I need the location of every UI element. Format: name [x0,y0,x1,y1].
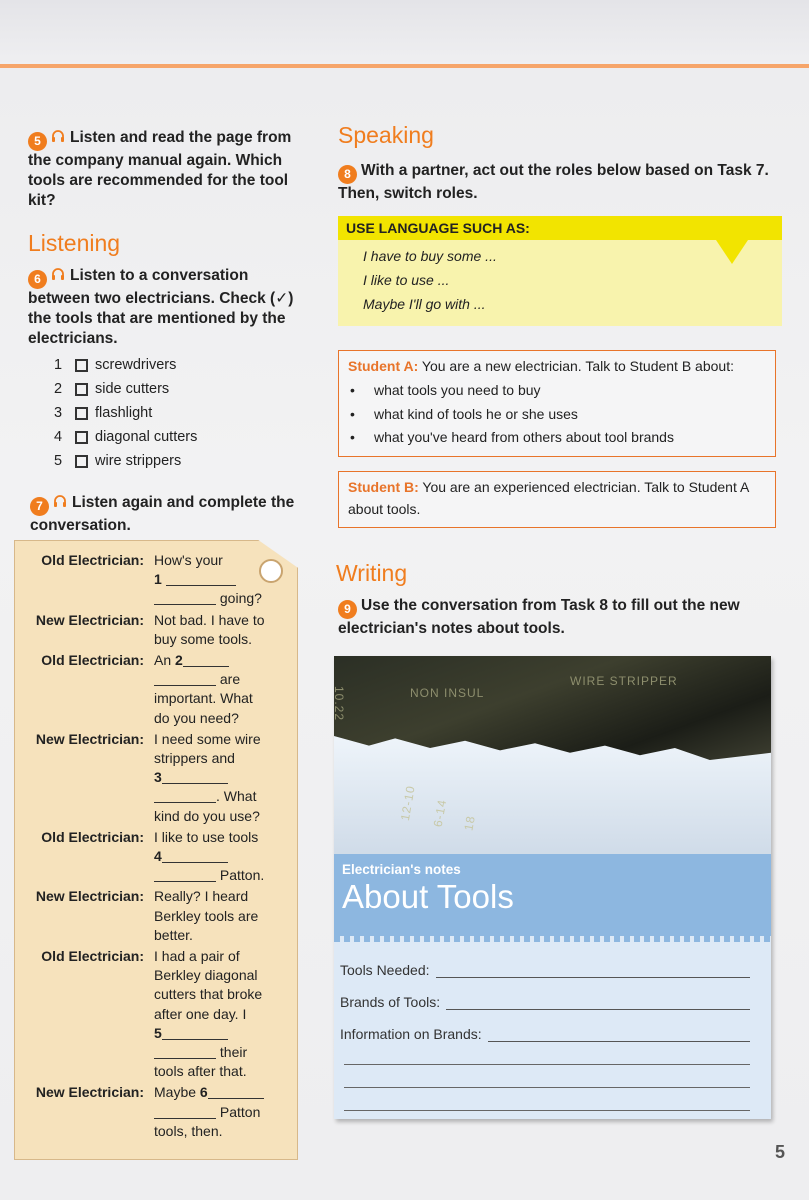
field-line[interactable] [446,994,750,1010]
blank-number: 5 [154,1024,162,1041]
blank-number: 6 [199,1084,208,1101]
answer-blank[interactable] [162,770,228,784]
checkbox[interactable] [75,359,88,372]
field-label: Information on Brands: [340,1026,482,1042]
speaker: New Electrician: [35,730,144,747]
item-number: 3 [54,405,63,421]
item-label: wire strippers [95,453,182,469]
dialog-text [154,1083,272,1141]
bullet-item: • what tools you need to buy [348,379,766,403]
student-b-label: Student B: [348,479,419,495]
answer-blank[interactable] [162,849,228,863]
text: An [154,652,172,669]
task-8-text: With a partner, act out the roles below based on Task 7. Then, switch roles. [338,162,769,202]
task-number-badge: 8 [338,165,357,184]
task-number-badge: 9 [338,600,357,619]
bullet-item: • what you've heard from others about tool brands [348,426,766,450]
blank-number: 2 [175,652,183,669]
item-label: diagonal cutters [95,429,198,445]
brands-field[interactable] [340,978,750,1010]
answer-blank[interactable] [166,572,236,586]
text: I had a pair of Berkley diagonal cutters that broke after one day. I [154,948,263,1022]
dialog-text [154,947,272,1081]
list-item [54,425,197,449]
text: I need some wire strippers and [154,730,261,767]
dialog-text [154,551,272,609]
photo-label: NON INSUL [410,686,485,700]
student-a-text: You are a new electrician. Talk to Student B about: [421,358,734,374]
item-label: flashlight [95,405,153,421]
text: I like to use tools [154,828,259,845]
tool-checklist [54,353,197,473]
student-b-text: You are an experienced electrician. Talk to Student A about tools. [348,479,749,517]
page-top-band [0,0,809,68]
writing-line[interactable] [344,1042,750,1065]
list-item [54,377,197,401]
checkbox[interactable] [75,455,88,468]
blank-number: 4 [154,848,162,865]
dialog-line [20,887,275,945]
language-box-arrow [716,240,748,264]
task-5 [28,128,308,211]
task-6 [28,266,308,349]
dialog-line [20,947,275,1081]
dialog-text [154,730,272,826]
notes-fields [340,946,750,1111]
blank-number: 1 [154,571,162,588]
task-number-badge: 5 [28,132,47,151]
phrase: I like to use ... [363,272,450,288]
item-label: screwdrivers [95,357,177,373]
task-9-text: Use the conversation from Task 8 to fill out the new electrician's notes about tools. [338,597,740,637]
speaker: Old Electrician: [41,828,144,845]
item-label: side cutters [95,381,170,397]
phrase: Maybe I'll go with ... [363,296,486,312]
field-line[interactable] [436,962,750,978]
headphones-icon [51,267,65,281]
task-5-text: Listen and read the page from the company manual again. Which tools are recommended for the tool kit? [28,129,292,209]
notes-subtitle: Electrician's notes [342,862,461,877]
speaker: Old Electrician: [41,652,144,669]
task-8 [338,161,783,204]
listening-title: Listening [28,230,121,256]
dialog-line [20,611,275,649]
brand-info-field[interactable] [340,1010,750,1042]
student-a-bullets [348,379,766,450]
answer-blank-cont[interactable] [154,1105,216,1119]
answer-blank-cont[interactable] [154,672,216,686]
dialog-line [20,1083,275,1141]
language-heading: USE LANGUAGE SUCH AS: [338,216,782,240]
checkbox[interactable] [75,431,88,444]
checkbox[interactable] [75,407,88,420]
writing-title: Writing [336,560,408,586]
task-7 [30,493,310,536]
text: Patton tools, then. [154,1103,261,1139]
dialog-line [20,828,275,886]
field-label: Tools Needed: [340,962,430,978]
item-number: 4 [54,429,63,445]
photo-label: 10.22 [332,686,346,722]
speaker: New Electrician: [35,888,144,905]
speaker: New Electrician: [35,1084,144,1101]
speaker: Old Electrician: [41,552,144,568]
list-item [54,401,197,425]
task-9 [338,596,778,639]
text: Patton. [219,867,265,884]
headphones-icon [51,129,65,143]
student-b-box [338,471,776,528]
headphones-icon [53,494,67,508]
text: going? [219,590,262,607]
page-number: 5 [775,1142,786,1162]
photo-label: 12-10 [397,784,418,822]
notes-title: About Tools [342,878,514,915]
dialog-text [154,828,272,886]
checkbox[interactable] [75,383,88,396]
phrase: I have to buy some ... [363,248,497,264]
text: . What kind do you use? [154,788,260,824]
field-line[interactable] [488,1026,750,1042]
language-phrases [363,244,497,316]
speaker: New Electrician: [35,611,144,628]
answer-blank-cont[interactable] [154,789,216,803]
task-7-text: Listen again and complete the conversation. [30,494,295,534]
list-item [54,449,197,473]
dialog-line [20,651,275,728]
dialog-line [20,551,275,609]
answer-blank[interactable] [183,653,229,667]
writing-line[interactable] [344,1065,750,1088]
answer-blank-cont[interactable] [154,1045,216,1059]
dialog-text: Not bad. I have to buy some tools. [154,611,265,647]
text: Maybe [154,1084,197,1101]
bullet-item: • what kind of tools he or she uses [348,403,766,427]
answer-blank[interactable] [208,1085,264,1099]
item-number: 5 [54,453,63,469]
field-label: Brands of Tools: [340,994,441,1010]
text: are important. What do you need? [154,671,253,726]
task-6-text: Listen to a conversation between two electricians. Check (✓) the tools that are mentioned by the electricians. [28,267,294,347]
student-a-label: Student A: [348,358,419,374]
writing-line[interactable] [344,1088,750,1111]
electricians-notes-card [334,656,771,1119]
speaking-title: Speaking [338,122,434,148]
perforation [334,936,771,942]
photo-label: WIRE STRIPPER [570,674,678,688]
answer-blank-cont[interactable] [154,591,216,605]
blank-number: 3 [154,769,162,786]
dialog-text [154,651,272,728]
tools-needed-field[interactable] [340,946,750,978]
conversation [20,551,275,1141]
dialog-text: Really? I heard Berkley tools are better. [154,888,259,943]
dialog-line [20,730,275,826]
item-number: 2 [54,381,63,397]
answer-blank-cont[interactable] [154,868,216,882]
item-number: 1 [54,357,63,373]
photo-label: 18 [461,814,478,832]
task-number-badge: 6 [28,270,47,289]
text: their tools after that. [154,1044,248,1080]
task-number-badge: 7 [30,497,49,516]
student-a-box [338,350,776,457]
answer-blank[interactable] [162,1026,228,1040]
speaker: Old Electrician: [41,948,144,965]
photo-label: 6-14 [430,797,450,829]
text: How's your [154,552,223,568]
list-item [54,353,197,377]
